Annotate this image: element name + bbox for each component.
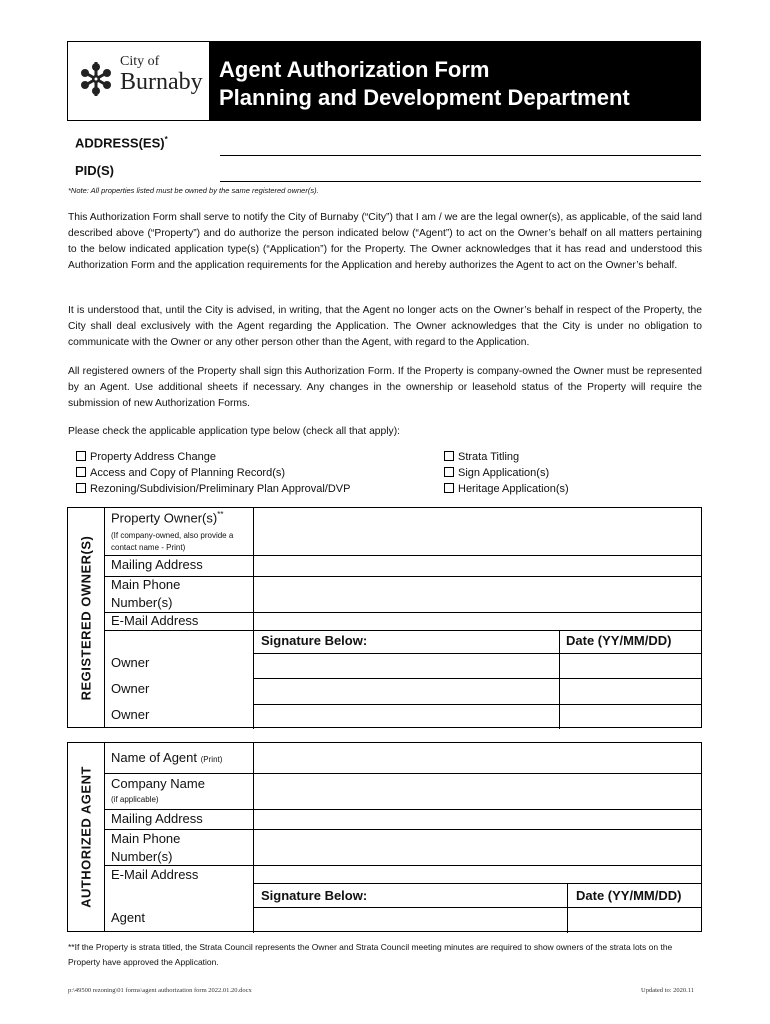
agent-email-input[interactable] [254, 866, 700, 882]
agent-name-label [111, 750, 222, 765]
form-title: Agent Authorization Form [219, 57, 490, 82]
check-prompt: Please check the applicable application type below (check all that apply): [68, 426, 400, 437]
agent-phone-input[interactable] [254, 830, 700, 864]
department-title: Planning and Development Department [219, 85, 630, 110]
checkbox-icon[interactable] [444, 483, 454, 493]
agent-sidebar [68, 743, 105, 931]
checkbox-label: Property Address Change [90, 451, 216, 463]
property-owner-note: (If company-owned, also provide a contact name - Print) [111, 531, 234, 552]
agent-mailing-label: Mailing Address [111, 811, 203, 826]
agent-phone-label [111, 830, 180, 866]
property-owner-label [111, 510, 223, 525]
strata-footnote: **If the Property is strata titled, the Strata Council represents the Owner and Strata Council meeting minutes are required to show owners of the strata lots on the Property have approved the Application. [68, 942, 673, 967]
owners-sidebar [68, 508, 105, 727]
agent-name-text: Name of Agent [111, 750, 197, 765]
title-block [209, 42, 700, 120]
company-name-input[interactable] [254, 774, 700, 808]
ownership-note: *Note: All properties listed must be owned by the same registered owner(s). [68, 186, 319, 195]
checkbox-icon[interactable] [76, 483, 86, 493]
owner-signature-header: Signature Below: [261, 633, 368, 648]
row-divider [104, 630, 701, 631]
file-path: p:\49500 rezoning\01 forms\agent authorization form 2022.01.20.docx [68, 987, 252, 994]
address-field[interactable] [220, 155, 701, 156]
checkbox-label: Rezoning/Subdivision/Preliminary Plan Approval/DVP [90, 483, 351, 495]
checkbox-property-address-change[interactable] [76, 449, 350, 465]
owner-phone-input[interactable] [254, 577, 700, 611]
owner-phone-label [111, 576, 180, 612]
checkbox-icon[interactable] [76, 467, 86, 477]
owner-signature-input[interactable] [254, 654, 558, 677]
checkbox-icon[interactable] [444, 451, 454, 461]
address-label [75, 135, 168, 150]
owner-date-input[interactable] [560, 679, 700, 703]
city-logo [68, 42, 210, 120]
company-name-label: Company Name [111, 776, 205, 791]
agent-date-header: Date (YY/MM/DD) [576, 888, 682, 903]
checkbox-rezoning[interactable] [76, 481, 350, 497]
agent-name-note: (Print) [200, 755, 223, 764]
logo-burnaby: Burnaby [120, 69, 203, 95]
owner-mailing-input[interactable] [254, 556, 700, 575]
agent-signature-header: Signature Below: [261, 888, 368, 903]
owner-date-input[interactable] [560, 705, 700, 728]
agent-mailing-input[interactable] [254, 810, 700, 828]
authorized-agent-section [67, 742, 702, 932]
authorization-paragraph: This Authorization Form shall serve to notify the City of Burnaby (“City”) that I am / we are the legal owner(s), as applicable, of the said land described above (“Property”) and do authorize the person indicated below (“Agent”) to act on the Owner’s behalf on all matters pertaining to the below indicated application type(s) (“Application”) for the Property. The Owner acknowledges that it has read and understood this Authorization Form and the application requirements for the Application and hereby authorizes the Agent to act on the Owner’s behalf. [68, 212, 702, 271]
owners-side-label: REGISTERED OWNER(S) [78, 535, 94, 700]
agent-name-input[interactable] [254, 744, 700, 772]
owner-phone-line1: Main Phone [111, 577, 181, 592]
property-owner-text: Property Owner(s) [111, 510, 218, 526]
checkbox-icon[interactable] [76, 451, 86, 461]
checkbox-label: Heritage Application(s) [458, 483, 569, 495]
owner-signature-input[interactable] [254, 705, 558, 728]
owner-signature-input[interactable] [254, 679, 558, 703]
owner-row-label: Owner [111, 655, 150, 670]
checkbox-label: Access and Copy of Planning Record(s) [90, 467, 286, 479]
agent-date-input[interactable] [568, 908, 700, 932]
owner-email-label: E-Mail Address [111, 613, 199, 628]
form-header [67, 41, 701, 121]
company-name-note: (if applicable) [111, 795, 159, 804]
agent-phone-line2: Number(s) [111, 849, 173, 864]
agent-side-label: AUTHORIZED AGENT [78, 766, 94, 908]
snowflake-logo-icon [76, 59, 116, 99]
registered-owners-section [67, 507, 702, 728]
property-owner-input[interactable] [254, 509, 700, 554]
pid-label: PID(S) [75, 163, 114, 178]
checkbox-icon[interactable] [444, 467, 454, 477]
owner-mailing-label: Mailing Address [111, 557, 203, 572]
owners-sign-paragraph: All registered owners of the Property shall sign this Authorization Form. If the Property is company-owned the Owner must be represented by an Agent. Use additional sheets if necessary. Any changes in the ownership or leasehold status of the Property will require the submission of new Authorization Forms. [68, 366, 702, 409]
checkbox-access-copy-records[interactable] [76, 465, 350, 481]
property-owner-sup: ** [217, 510, 224, 519]
pid-field[interactable] [220, 181, 701, 182]
row-divider [253, 883, 701, 884]
agent-email-label: E-Mail Address [111, 867, 199, 882]
checkbox-strata-titling[interactable] [444, 449, 569, 465]
address-label-text: ADDRESS(ES) [75, 135, 165, 151]
updated-date: Updated to: 2020.11 [641, 987, 695, 994]
checkbox-heritage-application[interactable] [444, 481, 569, 497]
logo-city-of: City of [120, 54, 160, 69]
checkbox-label: Sign Application(s) [458, 467, 550, 479]
exclusivity-paragraph: It is understood that, until the City is advised, in writing, that the Agent no longer acts on the Owner’s behalf in respect of the Property, the City shall deal exclusively with the Agent regarding the Application. The Owner acknowledges that the City is under no obligation to communicate with the Owner or any other person other than the Agent, with regard to the Application. [68, 305, 702, 348]
owner-date-header: Date (YY/MM/DD) [566, 633, 672, 648]
agent-phone-line1: Main Phone [111, 831, 181, 846]
agent-row-label: Agent [111, 910, 145, 925]
address-sup: * [164, 135, 168, 144]
checkbox-label: Strata Titling [458, 451, 520, 463]
owner-date-input[interactable] [560, 654, 700, 677]
checkbox-group-left [76, 449, 350, 497]
checkbox-sign-application[interactable] [444, 465, 569, 481]
agent-signature-input[interactable] [254, 908, 566, 932]
owner-row-label: Owner [111, 707, 150, 722]
owner-row-label: Owner [111, 681, 150, 696]
owner-phone-line2: Number(s) [111, 595, 173, 610]
owner-email-input[interactable] [254, 613, 700, 629]
checkbox-group-right [444, 449, 569, 497]
